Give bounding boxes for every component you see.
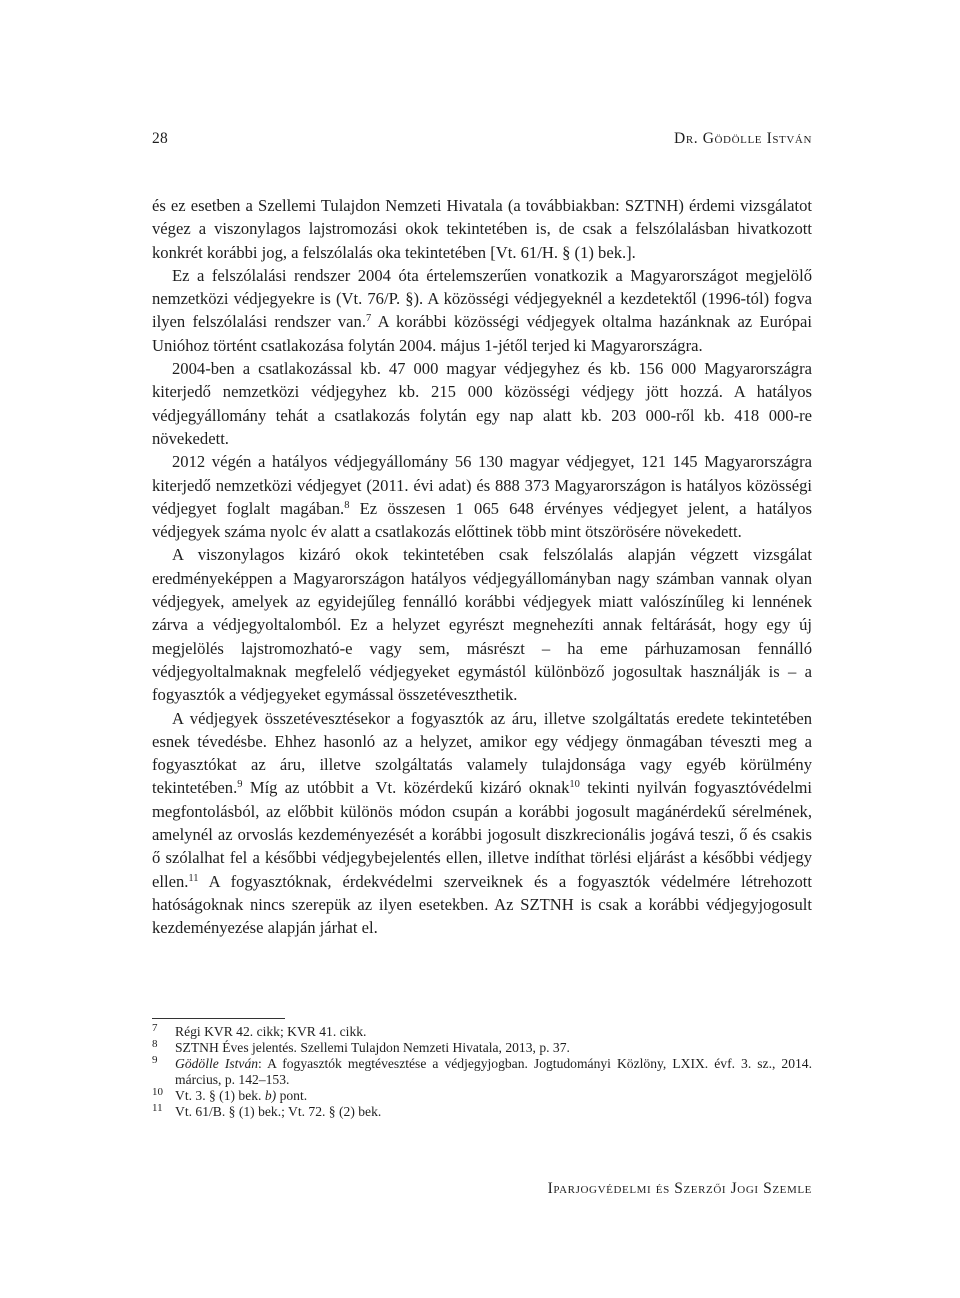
footnote-ref[interactable]: 11 (188, 872, 199, 884)
footnote-number: 7 (152, 1022, 158, 1034)
paragraph: 2012 végén a hatályos védjegyállomány 56 130 magyar védjegyet, 121 145 Magyarországra kiterjedő nemzetközi védjegyet (2011. évi adat) és 888 373 Magyarországon is hatályos közösségi védjegyet foglalt magában.$^8$ Ez összesen 1 065 648 érvényes védjegyet jelent, a hatályos védjegyek száma nyolc év alatt a csatlakozás előttinek több mint ötszörösére növekedett. (152, 452, 812, 542)
footnotes (152, 1024, 812, 1120)
footnote-ref[interactable]: 7 (366, 313, 372, 325)
footnote-ref[interactable]: 8 (344, 499, 350, 511)
journal-footer: Iparjogvédelmi és Szerzői Jogi Szemle (547, 1180, 812, 1197)
paragraph: Ez a felszólalási rendszer 2004 óta értelemszerűen vonatkozik a Magyarországot megjelölő nemzetközi védjegyekre is (Vt. 76/P. §). A közösségi védjegyeknél a kezdetektől (1996-tól) fogva ilyen felszólalási rendszer van.$^7$ A korábbi közösségi védjegyek oltalma hazánknak az Európai Unióhoz történt csatlakozása folytán 2004. május 1-jétől terjed ki Magyarországra. (152, 265, 812, 355)
footnote: 10 Vt. 3. § (1) bek. b) pont. (152, 1086, 308, 1103)
footnote: 8 SZTNH Éves jelentés. Szellemi Tulajdon Nemzeti Hivatala, 2013, p. 37. (152, 1038, 570, 1055)
footnote: 7 Régi KVR 42. cikk; KVR 41. cikk. (152, 1022, 367, 1039)
footnote-ref[interactable]: 10 (569, 779, 580, 791)
footnote-number: 9 (152, 1054, 158, 1066)
footnote-divider (152, 1018, 285, 1019)
page-number: 28 (152, 130, 169, 147)
running-head-author: Dr. Gödölle István (674, 130, 812, 147)
paragraph: 2004-ben a csatlakozással kb. 47 000 magyar védjegyhez és kb. 156 000 Magyarországra kiterjedő nemzetközi védjegyhez kb. 215 000 közösségi védjegy jött hozzá. A hatályos védjegyállomány tehát a csatlakozás folytán egy nap alatt kb. 203 000-ről kb. 418 000-re növekedett. (152, 359, 812, 448)
footnote-author: Gödölle István (175, 1056, 259, 1071)
paragraph: A védjegyek összetévesztésekor a fogyasztók az áru, illetve szolgáltatás eredete tekintetében esnek tévedésbe. Ehhez hasonló az a helyzet, amikor egy védjegy önmagában téveszti meg a fogyasztókat az áru, illetve szolgáltatás valamely tulajdonsága vagy egyéb körülmény tekintetében.$^9$ Míg az utóbbit a Vt. közérdekű kizáró oknak$^{10}$ tekinti nyilván fogyasztóvédelmi megfontolásból, az előbbit különös módon csupán a korábbi jogosult magánérdekű sérelmének, amelynél az orvoslás kezdeményezését a korábbi jogosult diszkrecionális jogává teszi, ő és csakis ő szólalhat fel a későbbi védjegybejelentés ellen, illetve indíthat törlési eljárást a későbbi védjegy ellen.$^{11}$ A fogyasztóknak, érdekvédelmi szerveiknek és a fogyasztók védelmére létrehozott hatóságoknak nincs szerepük az ilyen esetekben. Az SZTNH is csak a korábbi védjegyjogosult kezdeményezése alapján járhat el. (152, 708, 812, 938)
footnote-number: 11 (152, 1102, 163, 1114)
footnote: 9 Gödölle István: A fogyasztók megtévesztése a védjegyjogban. Jogtudományi Közlöny, LXIX. évf. 3. sz., 2014. március, p. 142–153. (152, 1054, 812, 1087)
footnote-number: 8 (152, 1038, 158, 1050)
paragraph: és ez esetben a Szellemi Tulajdon Nemzeti Hivatala (a továbbiakban: SZTNH) érdemi vizsgálatot végez a viszonylagos lajstromozási okok tekintetében is, de csak a felszólalásban hivatkozott konkrét korábbi jog, a felszólalás oka tekintetében [Vt. 61/H. § (1) bek.]. (152, 196, 812, 262)
page-header (152, 130, 812, 154)
footnote-number: 10 (152, 1086, 163, 1098)
footnote: 11 Vt. 61/B. § (1) bek.; Vt. 72. § (2) bek. (152, 1102, 382, 1119)
paragraph: A viszonylagos kizáró okok tekintetében csak felszólalás alapján végzett vizsgálat eredményeképpen a Magyarországon hatályos védjegyállományban nagy számban vannak olyan védjegyek, amelyek az egyidejűleg fennálló korábbi védjegyek miatt valószínűleg ki lennének zárva a védjegyoltalomból. Ez a helyzet egyrészt megnehezíti annak feltárását, hogy egy új megjelölés lajstromozható-e vagy sem, másrészt – ha eme párhuzamosan fennálló védjegyoltalmaknak megfelelő védjegyeket egymástól különböző jogosultak használják is – a fogyasztók a védjegyeket egymással összetéveszthetik. (152, 545, 812, 705)
footnote-ref[interactable]: 9 (237, 779, 243, 791)
body-text (152, 194, 812, 940)
